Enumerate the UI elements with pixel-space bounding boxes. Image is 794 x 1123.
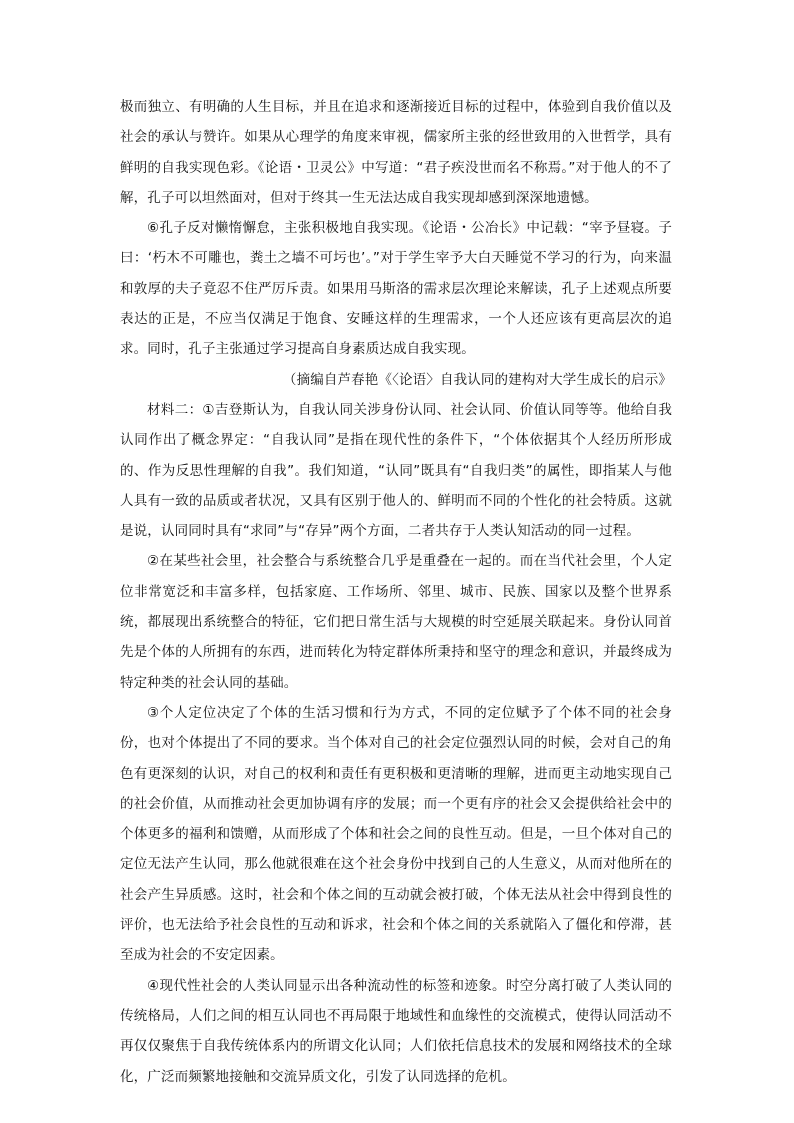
paragraph-material-2-4: ④现代性社会的人类认同显示出各种流动性的标签和迹象。时空分离打破了人类认同的传统格局，人们之间的相互认同也不再局限于地域性和血缘性的交流模式，使得认同活动不再仅仅聚焦于自我传统体系内的所谓文化认同；人们依托信息技术的发展和网络技术的全球化，广泛而频繁地接触和交流异质文化，引发了认同选择的危机。 xyxy=(120,977,672,1085)
document-page xyxy=(120,92,672,1092)
paragraph-continuation: 极而独立、有明确的人生目标，并且在追求和逐渐接近目标的过程中，体验到自我价值以及社会的承认与赞许。如果从心理学的角度来审视，儒家所主张的经世致用的入世哲学，具有鲜明的自我实现色彩。《论语・卫灵公》中写道：“君子疾没世而名不称焉。”对于他人的不了解，孔子可以坦然面对，但对于终其一生无法达成自我实现却感到深深地遗憾。 xyxy=(120,99,672,206)
paragraph-material-2-1: 材料二：①吉登斯认为，自我认同关涉身份认同、社会认同、价值认同等等。他给自我认同作出了概念界定：“自我认同”是指在现代性的条件下，“个体依据其个人经历所形成的、作为反思性理解的自我”。我们知道，“认同”既具有“自我归类”的属性，即指某人与他人具有一致的品质或者状况，又具有区别于他人的、鲜明而不同的个性化的社会特质。这就是说，认同同时具有“求同”与“存异”两个方面，二者共存于人类认知活动的同一过程。 xyxy=(120,401,672,540)
paragraph-material-2-3: ③个人定位决定了个体的生活习惯和行为方式，不同的定位赋予了个体不同的社会身份，也对个体提出了不同的要求。当个体对自己的社会定位强烈认同的时候，会对自己的角色有更深刻的认识，对自己的权利和责任有更积极和更清晰的理解，进而更主动地实现自己的社会价值，从而推动社会更加协调有序的发展；而一个更有序的社会又会提供给社会中的个体更多的福利和馈赠，从而形成了个体和社会之间的良性互动。但是，一旦个体对自己的定位无法产生认同，那么他就很难在这个社会身份中找到自己的人生意义，从而对他所在的社会产生异质感。这时，社会和个体之间的互动就会被打破，个体无法从社会中得到良性的评价，也无法给予社会良性的互动和诉求，社会和个体之间的关系就陷入了僵化和停滞，甚至成为社会的不安定因素。 xyxy=(120,704,672,964)
paragraph-material-2-2: ②在某些社会里，社会整合与系统整合几乎是重叠在一起的。而在当代社会里，个人定位非常宽泛和丰富多样，包括家庭、工作场所、邻里、城市、民族、国家以及整个世界系统，都展现出系统整合的特征，它们把日常生活与大规模的时空延展关联起来。身份认同首先是个体的人所拥有的东西，进而转化为特定群体所秉持和坚守的理念和意识，并最终成为特定种类的社会认同的基础。 xyxy=(120,553,672,691)
source-citation: （摘编自芦春艳《〈论语〉自我认同的建构对大学生成长的启示》 xyxy=(282,371,672,388)
paragraph-6: ⑥孔子反对懒惰懈怠，主张积极地自我实现。《论语・公冶长》中记载：“宰予昼寝。子曰：‘朽木不可雕也，粪土之墙不可圬也’。”对于学生宰予大白天睡觉不学习的行为，向来温和敦厚的夫子竟忍不住严厉斥责。如果用马斯洛的需求层次理论来解读，孔子上述观点所要表达的正是，不应当仅满足于饱食、安睡这样的生理需求，一个人还应该有更高层次的追求。同时，孔子主张通过学习提高自身素质达成自我实现。 xyxy=(120,220,672,358)
